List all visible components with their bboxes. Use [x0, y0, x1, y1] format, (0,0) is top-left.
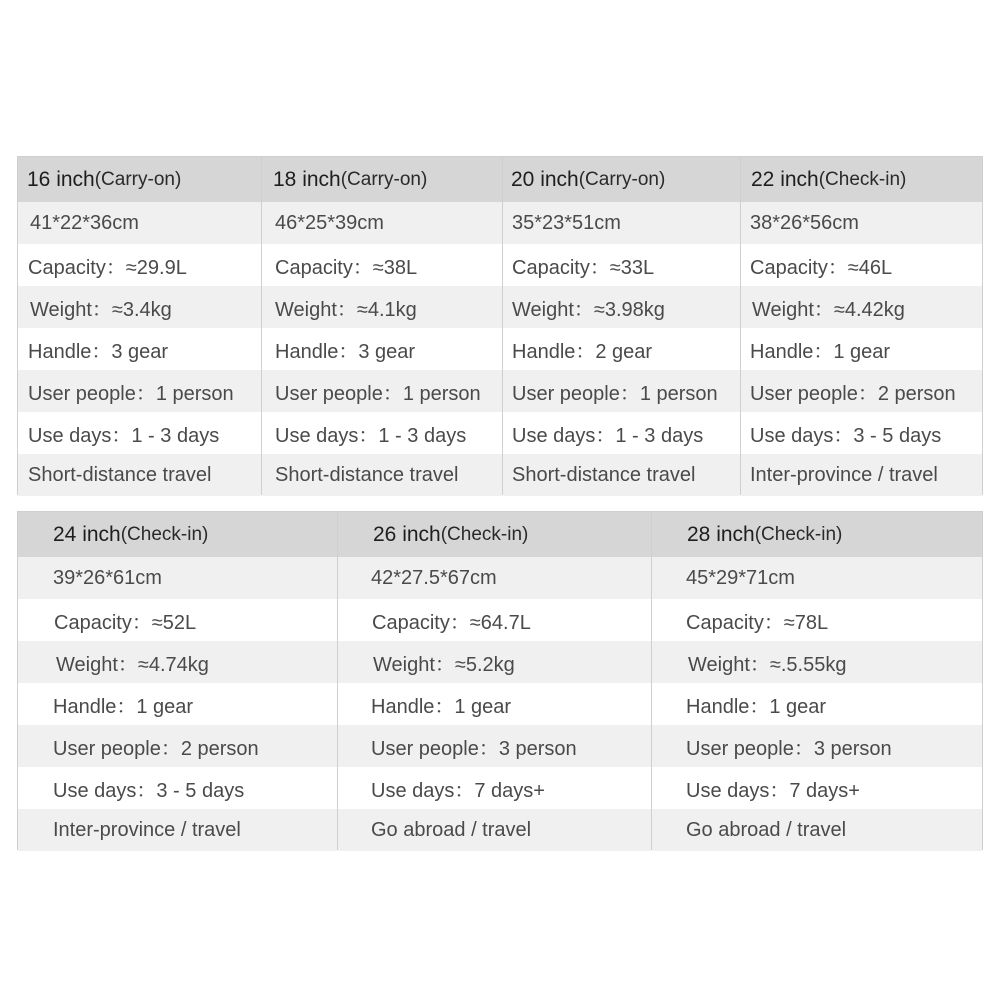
column-header [262, 157, 502, 202]
handle-row: Handle：1 gear [652, 683, 982, 725]
spec-column-22-inch [740, 157, 982, 494]
dimensions-row: 35*23*51cm [503, 202, 740, 244]
luggage-type-label: (Check-in) [120, 523, 209, 545]
usage-row: Short-distance travel [503, 454, 740, 496]
capacity-row: Capacity：≈29.9L [18, 244, 261, 286]
capacity-row: Capacity：≈78L [652, 599, 982, 641]
user-people-row: User people：1 person [262, 370, 502, 412]
luggage-type-label: (Carry-on) [578, 168, 666, 190]
spec-column-26-inch [337, 512, 651, 849]
dimensions-row: 42*27.5*67cm [338, 557, 651, 599]
handle-row: Handle：1 gear [338, 683, 651, 725]
use-days-row: Use days：1 - 3 days [18, 412, 261, 454]
usage-row: Go abroad / travel [338, 809, 651, 851]
weight-row: Weight：≈3.4kg [18, 286, 261, 328]
spec-table-top [17, 156, 983, 495]
dimensions-row: 45*29*71cm [652, 557, 982, 599]
use-days-row: Use days：3 - 5 days [741, 412, 982, 454]
use-days-row: Use days：1 - 3 days [262, 412, 502, 454]
weight-row: Weight：≈.5.55kg [652, 641, 982, 683]
user-people-row: User people：2 person [741, 370, 982, 412]
luggage-type-label: (Check-in) [754, 523, 843, 545]
use-days-row: Use days：7 days+ [338, 767, 651, 809]
size-label: 20 inch [511, 167, 579, 191]
capacity-row: Capacity：≈46L [741, 244, 982, 286]
handle-row: Handle：2 gear [503, 328, 740, 370]
weight-row: Weight：≈4.1kg [262, 286, 502, 328]
column-header [18, 512, 337, 557]
handle-row: Handle：1 gear [741, 328, 982, 370]
spec-table-bottom [17, 511, 983, 850]
spec-column-28-inch [651, 512, 982, 849]
handle-row: Handle：3 gear [18, 328, 261, 370]
luggage-type-label: (Carry-on) [340, 168, 428, 190]
usage-row: Short-distance travel [18, 454, 261, 496]
luggage-type-label: (Check-in) [818, 168, 907, 190]
dimensions-row: 38*26*56cm [741, 202, 982, 244]
spec-column-16-inch [18, 157, 261, 494]
size-label: 28 inch [687, 522, 755, 546]
column-header [503, 157, 740, 202]
dimensions-row: 46*25*39cm [262, 202, 502, 244]
handle-row: Handle：1 gear [18, 683, 337, 725]
size-label: 18 inch [273, 167, 341, 191]
usage-row: Short-distance travel [262, 454, 502, 496]
use-days-row: Use days：1 - 3 days [503, 412, 740, 454]
use-days-row: Use days：7 days+ [652, 767, 982, 809]
user-people-row: User people：1 person [18, 370, 261, 412]
weight-row: Weight：≈3.98kg [503, 286, 740, 328]
luggage-type-label: (Carry-on) [94, 168, 182, 190]
capacity-row: Capacity：≈38L [262, 244, 502, 286]
luggage-type-label: (Check-in) [440, 523, 529, 545]
size-label: 26 inch [373, 522, 441, 546]
use-days-row: Use days：3 - 5 days [18, 767, 337, 809]
user-people-row: User people：3 person [338, 725, 651, 767]
spec-column-20-inch [502, 157, 740, 494]
user-people-row: User people：3 person [652, 725, 982, 767]
user-people-row: User people：2 person [18, 725, 337, 767]
size-label: 16 inch [27, 167, 95, 191]
weight-row: Weight：≈4.42kg [741, 286, 982, 328]
usage-row: Inter-province / travel [18, 809, 337, 851]
column-header [338, 512, 651, 557]
size-label: 24 inch [53, 522, 121, 546]
user-people-row: User people：1 person [503, 370, 740, 412]
weight-row: Weight：≈4.74kg [18, 641, 337, 683]
usage-row: Inter-province / travel [741, 454, 982, 496]
size-label: 22 inch [751, 167, 819, 191]
dimensions-row: 39*26*61cm [18, 557, 337, 599]
column-header [652, 512, 982, 557]
dimensions-row: 41*22*36cm [18, 202, 261, 244]
spec-column-18-inch [261, 157, 502, 494]
capacity-row: Capacity：≈64.7L [338, 599, 651, 641]
capacity-row: Capacity：≈52L [18, 599, 337, 641]
handle-row: Handle：3 gear [262, 328, 502, 370]
usage-row: Go abroad / travel [652, 809, 982, 851]
column-header [18, 157, 261, 202]
spec-column-24-inch [18, 512, 337, 849]
capacity-row: Capacity：≈33L [503, 244, 740, 286]
column-header [741, 157, 982, 202]
weight-row: Weight：≈5.2kg [338, 641, 651, 683]
